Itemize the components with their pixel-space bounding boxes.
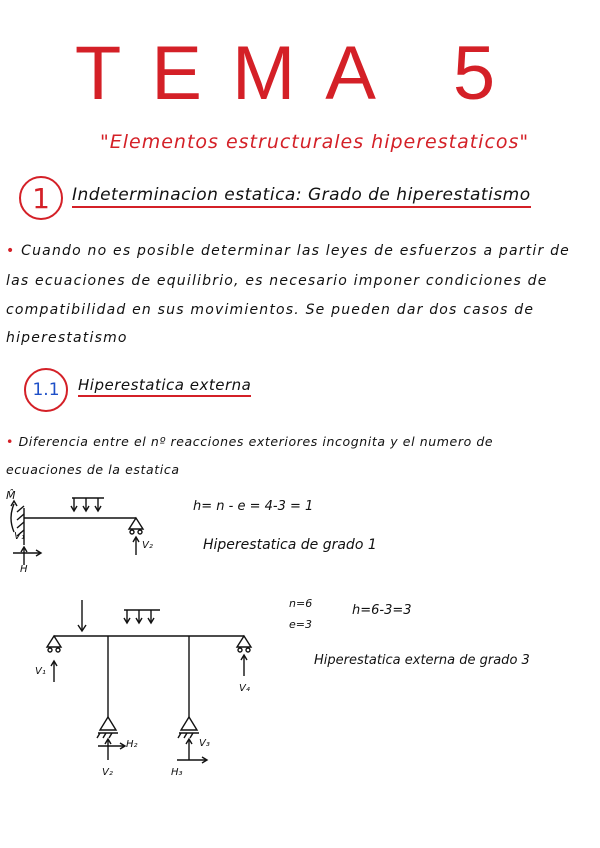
moment-label: M̂ xyxy=(6,489,16,502)
pin-support-1 xyxy=(129,518,143,529)
intro-bullet: • xyxy=(6,243,16,259)
v2-label: V₂ xyxy=(142,540,153,551)
frame-h2-label: H₂ xyxy=(126,739,138,750)
example2-formula: h=6-3=3 xyxy=(352,603,412,618)
subsection-title: Hiperestatica externa xyxy=(78,376,251,397)
section-number: 1 xyxy=(19,176,63,220)
frame-diagram-2 xyxy=(47,600,251,763)
example2-e: e=3 xyxy=(289,618,312,631)
frame-v1-label: V₁ xyxy=(35,666,46,677)
frame-v3-label: V₃ xyxy=(199,738,210,749)
frame-v4-label: V₄ xyxy=(239,683,250,694)
definition-text-1: Diferencia entre el nº reacciones exteriores incognita y el numero de xyxy=(18,434,494,449)
section-title: Indeterminacion estatica: Grado de hiperestatismo xyxy=(72,185,531,208)
page-title: TEMA 5 xyxy=(74,31,526,116)
pin-bottom-right xyxy=(181,717,197,730)
intro-text-1: Cuando no es posible determinar las leyes de esfuerzos a partir de xyxy=(21,243,570,259)
example2-n: n=6 xyxy=(289,597,313,610)
frame-v2-label: V₂ xyxy=(102,767,113,778)
intro-line-2: las ecuaciones de equilibrio, es necesario imponer condiciones de xyxy=(6,273,548,289)
definition-bullet: • xyxy=(6,434,14,449)
intro-line-4: hiperestatismo xyxy=(6,330,128,346)
v1-label: V₁ xyxy=(14,531,25,542)
example1-result: Hiperestatica de grado 1 xyxy=(203,537,377,553)
roller-right xyxy=(237,636,251,647)
subsection-number: 1.1 xyxy=(24,368,68,412)
example1-formula: h= n - e = 4-3 = 1 xyxy=(193,499,314,514)
intro-line-3: compatibilidad en sus movimientos. Se pueden dar dos casos de xyxy=(6,302,535,318)
h-label: H xyxy=(20,564,28,575)
frame-h3-label: H₃ xyxy=(171,767,183,778)
moment-arrow xyxy=(11,504,14,532)
beam-diagram-1 xyxy=(11,498,143,565)
roller-left xyxy=(47,636,61,647)
example2-result: Hiperestatica externa de grado 3 xyxy=(314,653,530,668)
pin-bottom-left xyxy=(100,717,116,730)
definition-line-2: ecuaciones de la estatica xyxy=(6,462,180,477)
page-subtitle: "Elementos estructurales hiperestaticos" xyxy=(100,131,530,153)
